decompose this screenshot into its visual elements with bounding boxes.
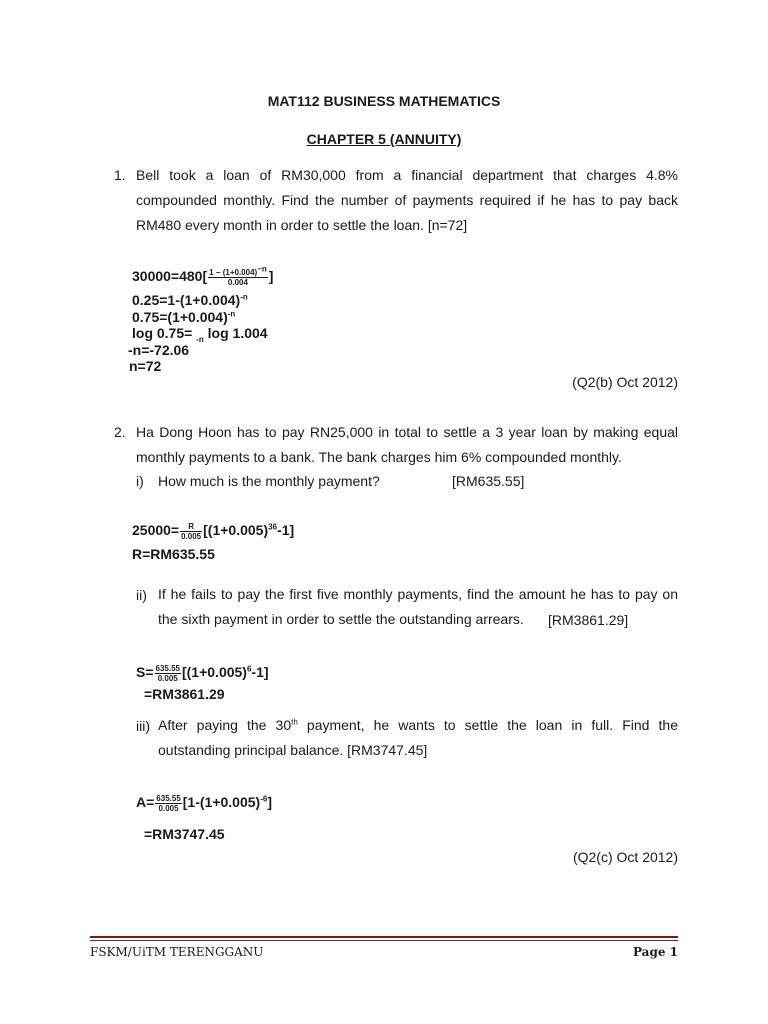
q2-part-i-answer: [RM635.55]: [452, 473, 525, 489]
q2-iii-working-line-1: A= $\frac{635.55}{0.005}$ $[1-(1+0.005)^{-6}]$: [136, 794, 272, 813]
q1-working-line-2: $0.25=1-(1+0.004)^{-n}$: [132, 292, 248, 308]
question-1-text: Bell took a loan of RM30,000 from a financial department that charges 4.8% compounded monthly. Find the number of payments required if he has to pay back RM480 every month in order to settle the loan. [n=72]: [136, 167, 678, 233]
q2-part-iii-text: After paying the 30th payment, he wants to settle the loan in full. Find the outstanding principal balance. [RM3747.45]: [158, 717, 678, 758]
question-1-number: 1.: [114, 167, 126, 183]
q1-working-line-5: -n=-72.06: [128, 342, 190, 358]
q2-part-ii-text: If he fails to pay the first five monthly payments, find the amount he has to pay on the sixth payment in order to settle the outstanding arrears.: [158, 586, 678, 627]
question-2-number: 2.: [114, 424, 126, 440]
q2-part-ii-label: ii): [136, 587, 147, 603]
footer-rule-thin: [90, 940, 678, 941]
q2-source: (Q2(c) Oct 2012): [572, 849, 678, 865]
q2-part-iii-label: iii): [136, 718, 150, 734]
q1-source: (Q2(b) Oct 2012): [572, 374, 678, 390]
q2-part-ii-answer: [RM3861.29]: [542, 612, 628, 628]
q2-iii-working-line-2: =RM3747.45: [144, 826, 225, 842]
q1-working-line-4: log 0.75= $_{-n}$ log 1.004: [132, 325, 268, 344]
q2-part-i-text: How much is the monthly payment?: [158, 473, 380, 489]
footer-institution: FSKM/UiTM TERENGGANU: [90, 945, 264, 959]
q1-working-line-6: n=72: [129, 358, 162, 374]
q1-working-line-1: 30000=480[ $\frac{1 - (1+0.004)^{-n}}{0.004}$ ]: [132, 264, 274, 287]
q2-i-working-line-1: 25000= $\frac{R}{0.005}$ $[(1+0.005)^{36}-1]$: [132, 522, 295, 541]
q2-i-working-line-2: R=RM635.55: [132, 546, 215, 562]
q2-ii-working-line-2: =RM3861.29: [144, 686, 225, 702]
q1-working-line-3: $0.75=(1+0.004)^{-n}$: [132, 309, 236, 325]
q2-part-i-label: i): [136, 473, 144, 489]
course-title: MAT112 BUSINESS MATHEMATICS: [267, 93, 501, 109]
q2-ii-working-line-1: S= $\frac{635.55}{0.005}$ $[(1+0.005)^6-1]$: [136, 664, 269, 683]
question-2-text: Ha Dong Hoon has to pay RN25,000 in total to settle a 3 year loan by making equal monthly payments to a bank. The bank charges him 6% compounded monthly.: [136, 424, 678, 465]
footer-rule-thick: [90, 936, 678, 938]
footer-page-number: Page 1: [632, 945, 678, 959]
chapter-title: CHAPTER 5 (ANNUITY): [306, 131, 462, 147]
